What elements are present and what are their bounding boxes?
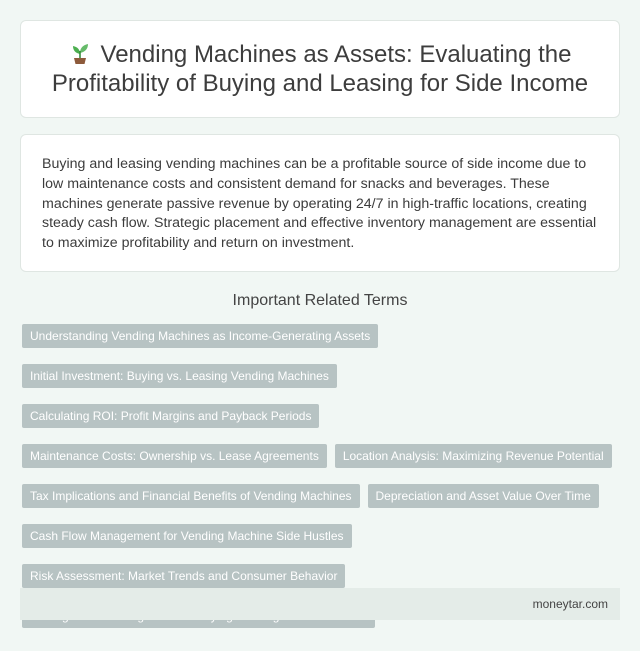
summary-card (20, 134, 620, 272)
summary-text: Buying and leasing vending machines can be a profitable source of side income due to low maintenance costs and consistent demand for snacks and beverages. These machines generate passive revenue by operating 24/7 in high-traffic locations, creating steady cash flow. Strategic placement and effective inventory management are essential to maximize profitability and return on investment. (42, 156, 597, 252)
term-tag[interactable]: Risk Assessment: Market Trends and Consumer Behavior (22, 564, 345, 588)
term-tag[interactable]: Depreciation and Asset Value Over Time (368, 484, 599, 508)
title-card (20, 20, 620, 118)
page-title (45, 40, 595, 98)
sprout-icon (69, 41, 91, 65)
term-tag[interactable]: Location Analysis: Maximizing Revenue Potential (335, 444, 612, 468)
term-tag[interactable]: Tax Implications and Financial Benefits of Vending Machines (22, 484, 360, 508)
footer (20, 588, 620, 620)
page-title-text: Vending Machines as Assets: Evaluating the Profitability of Buying and Leasing for Side Income (51, 41, 589, 97)
term-tag[interactable]: Maintenance Costs: Ownership vs. Lease Agreements (22, 444, 327, 468)
related-terms-list (22, 324, 622, 628)
term-tag[interactable]: Initial Investment: Buying vs. Leasing Vending Machines (22, 364, 337, 388)
related-terms-heading: Important Related Terms (232, 292, 408, 309)
term-tag[interactable]: Understanding Vending Machines as Income-Generating Assets (22, 324, 378, 348)
term-tag[interactable]: Cash Flow Management for Vending Machine Side Hustles (22, 524, 352, 548)
footer-site[interactable]: moneytar.com (532, 597, 608, 611)
term-tag[interactable]: Calculating ROI: Profit Margins and Payback Periods (22, 404, 319, 428)
